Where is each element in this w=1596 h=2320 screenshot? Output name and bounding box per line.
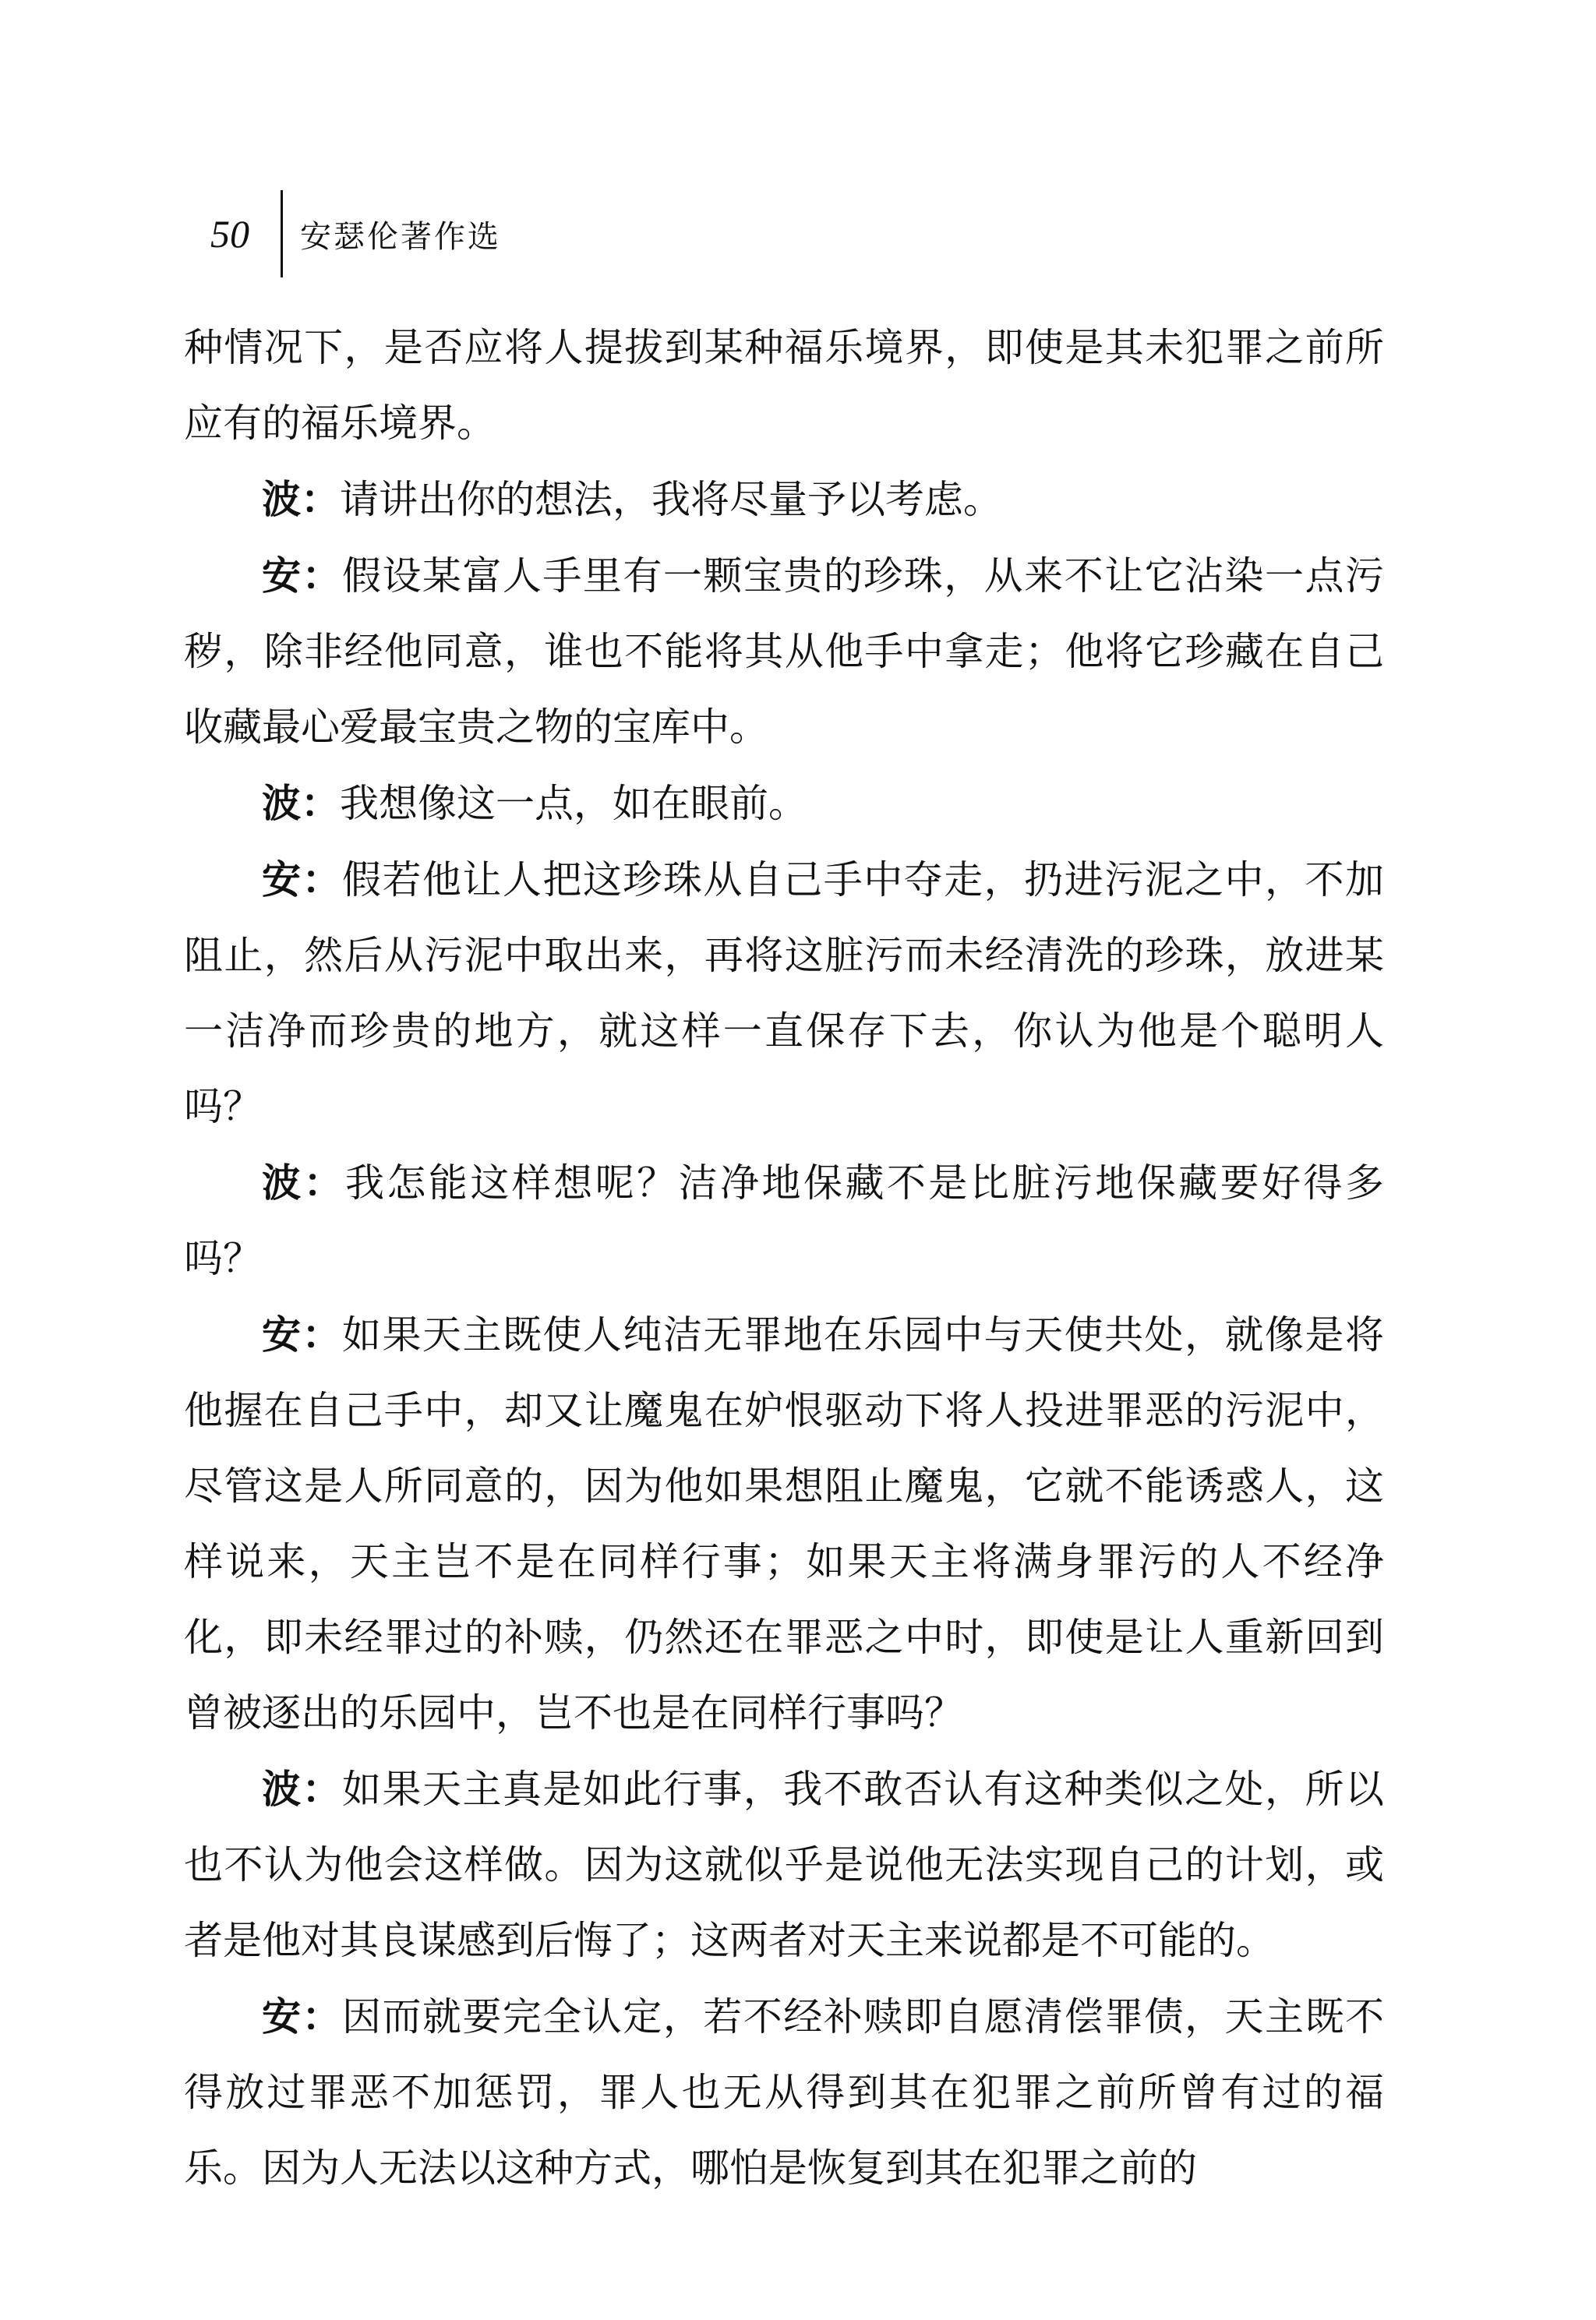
paragraph-text: 如果天主真是如此行事，我不敢否认有这种类似之处，所以也不认为他会这样做。因为这就似乎是说他无法实现自己的计划，或者是他对其良谋感到后悔了；这两者对天主来说都是不可能的。	[184, 1767, 1385, 1963]
speaker-label: 波：	[262, 476, 340, 522]
dialogue-paragraph	[184, 1145, 1384, 1297]
paragraph-text: 种情况下，是否应将人提拔到某种福乐境界，即使是其未犯罪之前所应有的福乐境界。	[184, 325, 1384, 446]
paragraph-text: 如果天主既使人纯洁无罪地在乐园中与天使共处，就像是将他握在自己手中，却又让魔鬼在妒恨驱动下将人投进罪恶的污泥中，尽管这是人所同意的，因为他如果想阻止魔鬼，它就不能诱惑人，这样说来，天主岂不是在同样行事；如果天主将满身罪污的人不经净化，即未经罪过的补赎，仍然还在罪恶之中时，即使是让人重新回到曾被逐出的乐园中，岂不也是在同样行事吗？	[184, 1312, 1385, 1736]
speaker-label: 安：	[262, 1312, 342, 1358]
paragraph-continued	[184, 310, 1384, 461]
paragraph-text: 我怎能这样想呢？洁净地保藏不是比脏污地保藏要好得多吗？	[184, 1160, 1385, 1281]
paragraph-text: 我想像这一点，如在眼前。	[340, 781, 807, 826]
speaker-label: 安：	[262, 856, 342, 902]
paragraph-text: 请讲出你的想法，我将尽量予以考虑。	[340, 477, 1002, 522]
speaker-label: 波：	[262, 1766, 342, 1812]
book-title: 安瑟伦著作选	[300, 218, 501, 255]
dialogue-paragraph	[184, 1751, 1384, 1979]
speaker-label: 安：	[262, 1993, 342, 2039]
dialogue-paragraph	[184, 461, 1384, 538]
dialogue-paragraph	[184, 1979, 1384, 2206]
paragraph-text: 假若他让人把这珍珠从自己手中夺走，扔进污泥之中，不加阻止，然后从污泥中取出来，再将这脏污而未经清洗的珍珠，放进某一洁净而珍贵的地方，就这样一直保存下去，你认为他是个聪明人吗？	[184, 857, 1385, 1129]
dialogue-paragraph	[184, 842, 1384, 1145]
running-header	[210, 187, 501, 281]
dialogue-paragraph	[184, 1297, 1384, 1751]
page-number: 50	[210, 212, 249, 256]
dialogue-paragraph	[184, 765, 1384, 842]
body-text	[184, 310, 1384, 2206]
paragraph-text: 假设某富人手里有一颗宝贵的珍珠，从来不让它沾染一点污秽，除非经他同意，谁也不能将其从他手中拿走；他将它珍藏在自己收藏最心爱最宝贵之物的宝库中。	[184, 553, 1385, 750]
paragraph-text: 因而就要完全认定，若不经补赎即自愿清偿罪债，天主既不得放过罪恶不加惩罚，罪人也无从得到其在犯罪之前所曾有过的福乐。因为人无法以这种方式，哪怕是恢复到其在犯罪之前的	[184, 1994, 1385, 2191]
header-divider	[281, 190, 283, 277]
speaker-label: 安：	[262, 553, 342, 599]
speaker-label: 波：	[262, 780, 340, 826]
speaker-label: 波：	[262, 1160, 345, 1206]
dialogue-paragraph	[184, 538, 1384, 765]
